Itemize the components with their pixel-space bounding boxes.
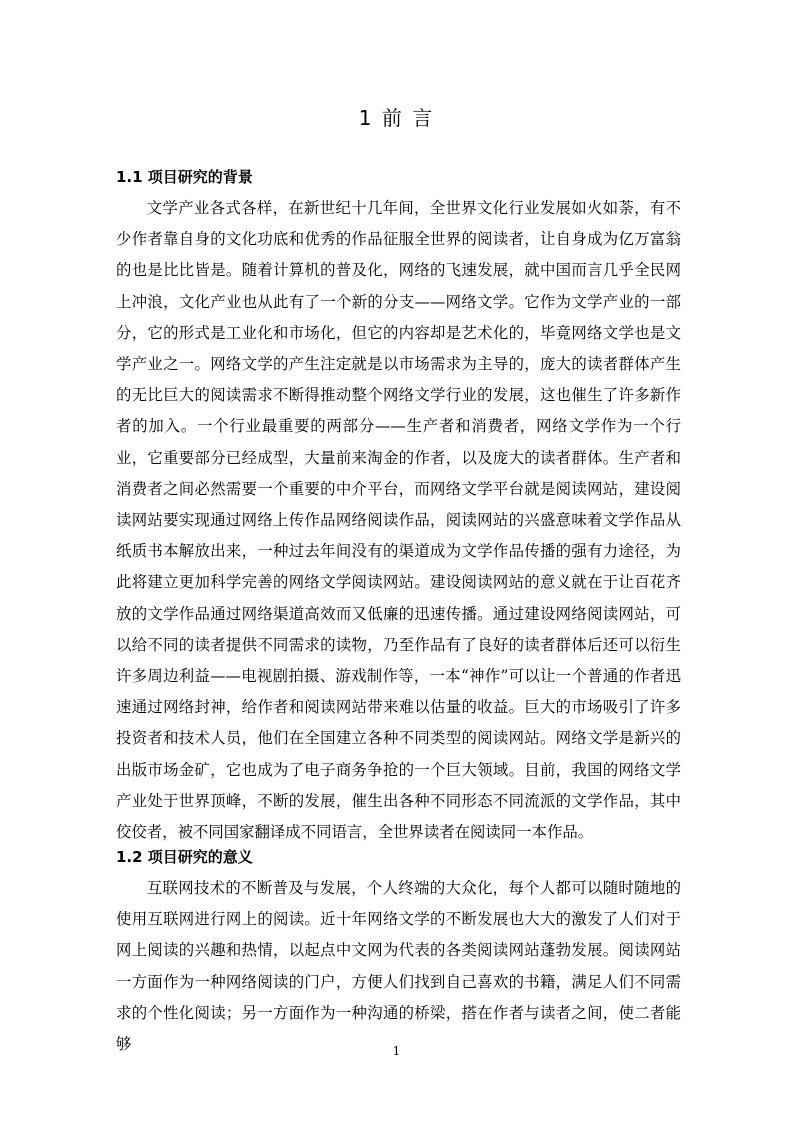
section-heading-background: 1.1 项目研究的背景 — [116, 168, 253, 186]
chapter-title: 1 前 言 — [358, 106, 435, 130]
section-heading-significance: 1.2 项目研究的意义 — [116, 848, 253, 866]
section-paragraph-background: 文学产业各式各样，在新世纪十几年间，全世界文化行业发展如火如荼，有不少作者靠自身的文化功底和优秀的作品征服全世界的阅读者，让自身成为亿万富翁的也是比比皆是。随着计算机的普及化，网络的飞速发展，就中国而言几乎全民网上冲浪，文化产业也从此有了一个新的分支——网络文学。它作为文学产业的一部分，它的形式是工业化和市场化，但它的内容却是艺术化的，毕竟网络文学也是文学产业之一。网络文学的产生注定就是以市场需求为主导的，庞大的读者群体产生的无比巨大的阅读需求不断得推动整个网络文学行业的发展，这也催生了许多新作者的加入。一个行业最重要的两部分——生产者和消费者，网络文学作为一个行业，它重要部分已经成型，大量前来淘金的作者，以及庞大的读者群体。生产者和消费者之间必然需要一个重要的中介平台，而网络文学平台就是阅读网站，建设阅读网站要实现通过网络上传作品网络阅读作品，阅读网站的兴盛意味着文学作品从纸质书本解放出来，一种过去年间没有的渠道成为文学作品传播的强有力途径，为此将建立更加科学完善的网络文学阅读网站。建设阅读网站的意义就在于让百花齐放的文学作品通过网络渠道高效而又低廉的迅速传播。通过建设网络阅读网站，可以给不同的读者提供不同需求的读物，乃至作品有了良好的读者群体后还可以衍生许多周边利益——电视剧拍摄、游戏制作等，一本“神作”可以让一个普通的作者迅速通过网络封神，给作者和阅读网站带来难以估量的收益。巨大的市场吸引了许多投资者和技术人员，他们在全国建立各种不同类型的阅读网站。网络文学是新兴的出版市场金矿，它也成为了电子商务争抢的一个巨大领域。目前，我国的网络文学产业处于世界顶峰，不断的发展，催生出各种不同形态不同流派的文学作品，其中佼佼者，被不同国家翻译成不同语言，全世界读者在阅读同一本作品。 — [116, 199, 681, 842]
section-paragraph-significance: 互联网技术的不断普及与发展，个人终端的大众化，每个人都可以随时随地的使用互联网进行网上的阅读。近十年网络文学的不断发展也大大的激发了人们对于网上阅读的兴趣和热情，以起点中文网为代表的各类阅读网站蓬勃发展。阅读网站一方面作为一种网络阅读的门户，方便人们找到自己喜欢的书籍，满足人们不同需求的个性化阅读；另一方面作为一种沟通的桥梁，搭在作者与读者之间，使二者能够 — [116, 879, 681, 1054]
page-number: 1 — [392, 1044, 401, 1058]
